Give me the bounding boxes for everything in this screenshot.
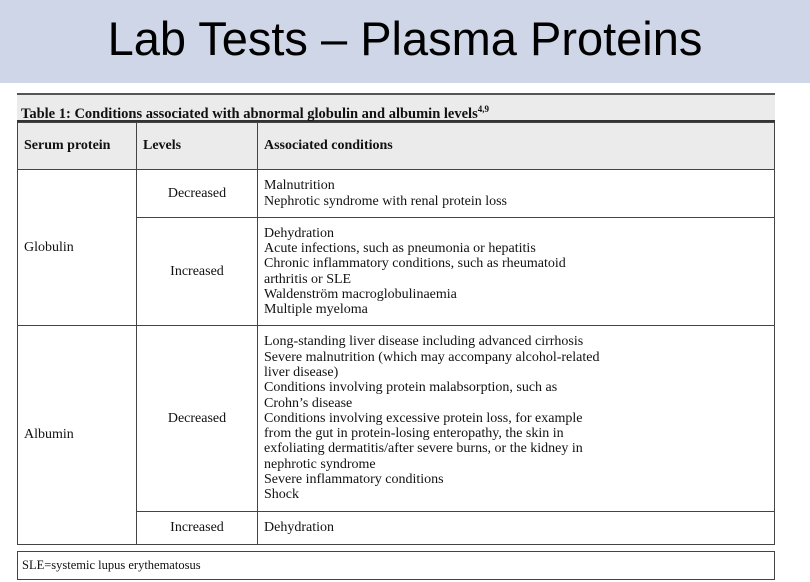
protein-globulin: Globulin [18, 170, 137, 326]
header-row [18, 123, 775, 170]
table-grid [17, 122, 775, 545]
table-footnote: SLE=systemic lupus erythematosus [17, 551, 775, 580]
condition-line: Malnutrition [264, 178, 335, 194]
table-row [18, 326, 775, 512]
level-cell: Increased [137, 218, 258, 326]
condition-line: Dehydration [264, 520, 334, 536]
condition-line: Long-standing liver disease including advanced cirrhosis [264, 334, 584, 350]
condition-line: Chronic inflammatory conditions, such as rheumatoid [264, 256, 566, 272]
level-cell: Increased [137, 512, 258, 545]
protein-albumin: Albumin [18, 326, 137, 545]
condition-line: Conditions involving excessive protein loss, for example [264, 410, 583, 426]
conditions-cell [258, 218, 775, 326]
condition-line: exfoliating dermatitis/after severe burns, or the kidney in [264, 441, 583, 457]
header-serum-protein: Serum protein [18, 123, 137, 170]
condition-line: Acute infections, such as pneumonia or hepatitis [264, 240, 536, 256]
level-cell: Decreased [137, 170, 258, 218]
conditions-cell [258, 512, 775, 545]
condition-line: Multiple myeloma [264, 302, 368, 318]
condition-line: Shock [264, 487, 299, 503]
condition-line: Conditions involving protein malabsorption, such as [264, 380, 558, 396]
caption-references: 4,9 [477, 104, 489, 114]
condition-line: from the gut in protein-losing enteropathy, the skin in [264, 426, 564, 442]
conditions-table [17, 93, 775, 580]
condition-line: Dehydration [264, 225, 334, 241]
condition-line: nephrotic syndrome [264, 456, 376, 472]
level-cell: Decreased [137, 326, 258, 512]
condition-line: Nephrotic syndrome with renal protein loss [264, 193, 508, 209]
condition-line: Waldenström macroglobulinaemia [264, 286, 457, 302]
condition-line: Severe malnutrition (which may accompany alcohol-related [264, 349, 600, 365]
table-caption [17, 93, 775, 122]
header-associated-conditions: Associated conditions [258, 123, 775, 170]
condition-line: Crohn’s disease [264, 395, 353, 411]
header-levels: Levels [137, 123, 258, 170]
caption-text: Table 1: Conditions associated with abnormal globulin and albumin levels [21, 106, 478, 122]
slide-title: Lab Tests – Plasma Proteins [107, 12, 703, 65]
conditions-cell [258, 170, 775, 218]
condition-line: liver disease) [264, 364, 339, 380]
condition-line: arthritis or SLE [264, 271, 352, 287]
table-row [18, 170, 775, 218]
condition-line: Severe inflammatory conditions [264, 472, 444, 488]
conditions-cell [258, 326, 775, 512]
